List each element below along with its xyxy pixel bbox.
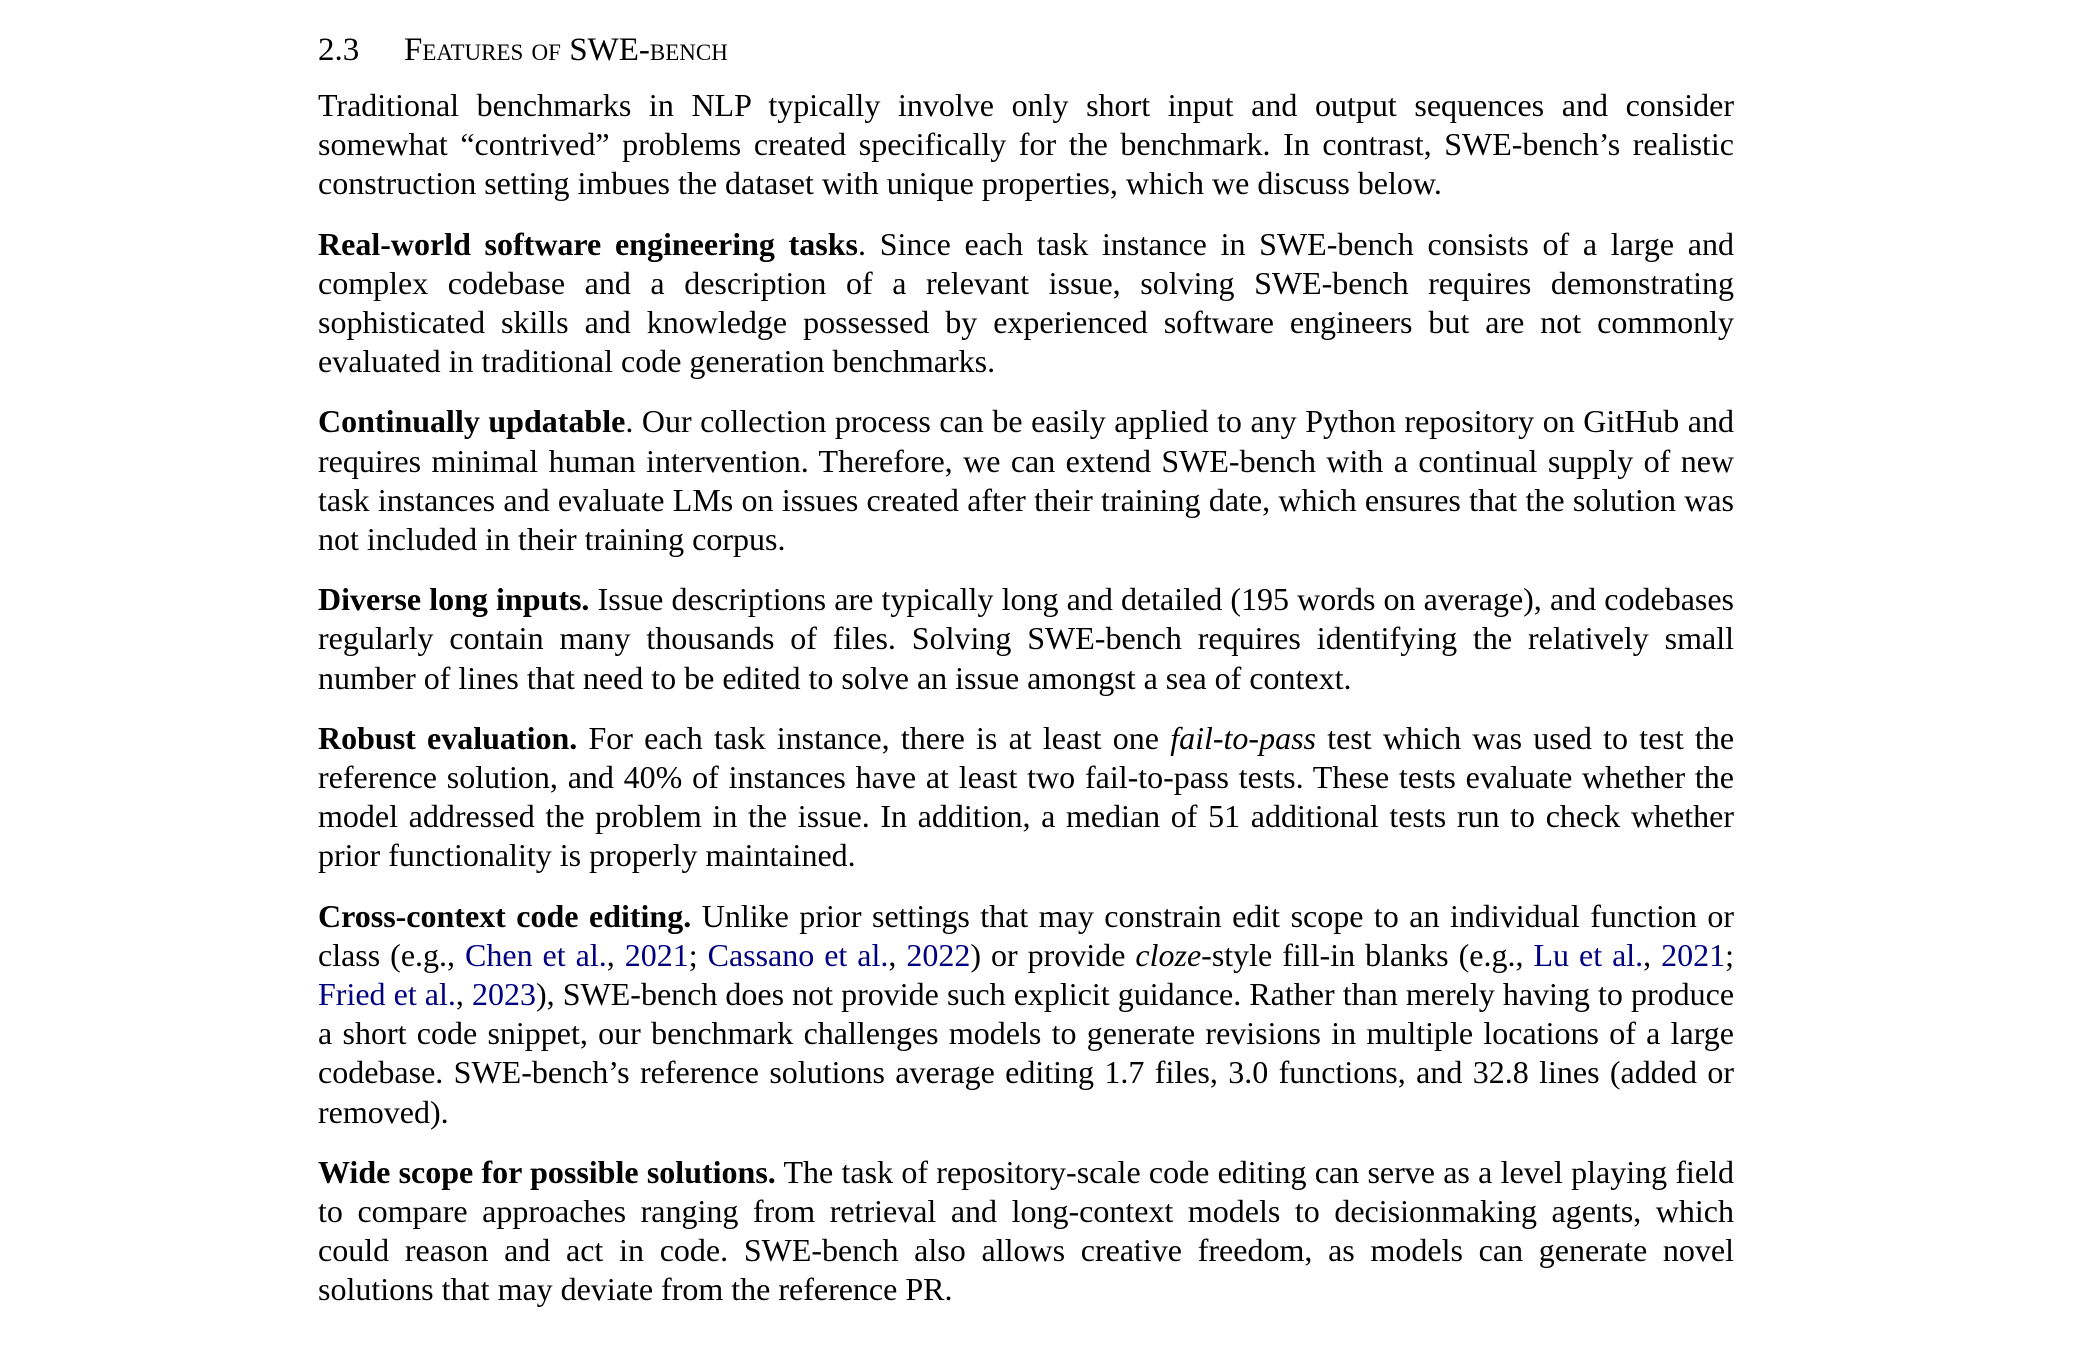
paragraph-body: The task of repository-scale code editing can serve as a level playing field to compare approaches ranging from retrieval and long-context models to decisionmaking agents, which could reason and act in code. SWE-bench also allows creative freedom, as models can generate novel solutions that may deviate from the reference PR. [318,1153,1735,1308]
paragraph-cross-context-editing [318,897,1734,1132]
emphasis-fail-to-pass: fail-to-pass [1170,719,1316,756]
citation-fried-year[interactable]: 2023 [472,976,536,1013]
citation-lu-year[interactable]: 2021 [1661,936,1726,973]
citation-lu-author[interactable]: Lu et al. [1533,936,1644,973]
citation-chen-year[interactable]: 2021 [624,936,689,973]
citation-separator: , [888,936,907,973]
paragraph-body: For each task instance, there is at least one [577,719,1171,756]
paragraph-continually-updatable [318,402,1734,559]
citation-cassano-year[interactable]: 2022 [906,936,971,973]
paragraph-body: Since each task instance in SWE-bench consists of a large and complex codebase and a description of a relevant issue, solving SWE-bench requires demonstrating sophisticated skills and knowledge possessed by experienced software engineers but are not commonly evaluated in traditional code generation benchmarks. [318,225,1735,380]
citation-fried-author[interactable]: Fried et al. [318,976,456,1013]
paragraph-body: ; [1725,936,1735,973]
paragraph-lead: Wide scope for possible solutions. [318,1153,776,1190]
citation-separator: , [606,936,625,973]
citation-separator: , [1643,936,1662,973]
paragraph-body: Unlike prior settings that may constrain edit scope to an individual function or class (e.g., [318,897,1735,973]
paragraph-lead-punct: . [858,225,866,262]
paragraph-body: ) or provide [970,936,1136,973]
paragraph-body: Issue descriptions are typically long and detailed (195 words on average), and codebases regularly contain many thousands of files. Solving SWE-bench requires identifying the relatively small number of lines that need to be edited to solve an issue amongst a sea of context. [318,581,1735,696]
paragraph-body: ), SWE-bench does not provide such explicit guidance. Rather than merely having to produce a short code snippet, our benchmark challenges models to generate revisions in multiple locations of a large codebase. SWE-bench’s reference solutions average editing 1.7 files, 3.0 functions, and 32.8 lines (added or removed). [318,976,1735,1130]
citation-chen-author[interactable]: Chen et al. [465,936,607,973]
paper-page [318,30,1734,1331]
paragraph-body: test which was used to test the reference solution, and 40% of instances have at least two fail-to-pass tests. These tests evaluate whether the model addressed the problem in the issue. In addition, a median of 51 additional tests run to check whether prior functionality is properly maintained. [318,719,1735,874]
paragraph-robust-evaluation [318,719,1734,876]
paragraph-lead: Real-world software engineering tasks [318,225,858,262]
paragraph-lead: Cross-context code editing. [318,897,692,934]
paragraph-body: Our collection process can be easily applied to any Python repository on GitHub and requires minimal human intervention. Therefore, we can extend SWE-bench with a continual supply of new task instances and evaluate LMs on issues created after their training date, which ensures that the solution was not included in their training corpus. [318,403,1735,558]
citation-separator: , [455,976,472,1013]
paragraph-lead-punct: . [625,403,634,440]
paragraph-lead: Continually updatable [318,403,626,440]
paragraph-wide-scope [318,1153,1734,1310]
section-number: 2.3 [318,32,360,68]
paragraph-lead: Robust evaluation. [318,719,578,756]
citation-cassano-author[interactable]: Cassano et al. [707,936,889,973]
paragraph-body: ; [688,936,708,973]
paragraph-body: -style fill-in blanks (e.g., [1201,936,1534,973]
section-heading [318,30,1734,70]
paragraph-intro [318,86,1734,204]
section-title: Features of SWE-bench [404,32,728,68]
paragraph-real-world-tasks [318,225,1734,382]
paragraph-diverse-long-inputs [318,580,1734,698]
intro-text: Traditional benchmarks in NLP typically involve only short input and output sequences and consider somewhat “contrived” problems created specifically for the benchmark. In contrast, SWE-bench’s realistic construction setting imbues the dataset with unique properties, which we discuss below. [318,87,1734,202]
emphasis-cloze: cloze [1135,936,1202,973]
paragraph-lead: Diverse long inputs. [318,581,590,618]
